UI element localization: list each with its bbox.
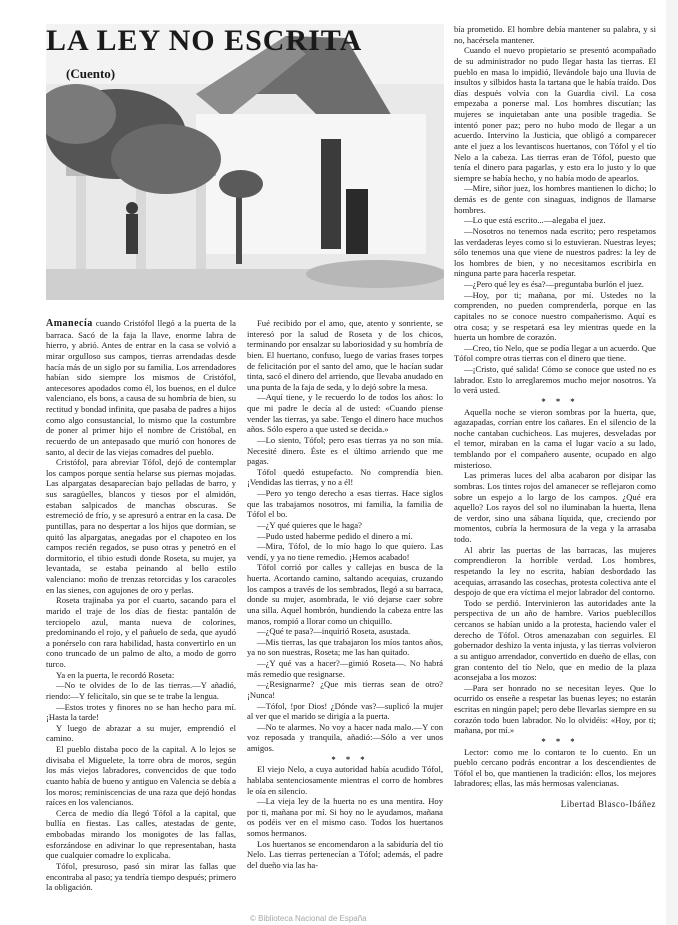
text-column-2 (247, 318, 443, 923)
article-subtitle: (Cuento) (66, 66, 116, 81)
paragraph-text: cuando Cristófol llegó a la puerta de la barraca. Sacó de la faja la llave, enorme labra de hierro, y abrió. Antes de entrar en la casa se volvió a mirar orgulloso sus campos, tierras arrendadas desde hacía más de un siglo por su familia. Los arrendadores habían sido siempre los mismos de Cristófol, antecesores apodados como él, los buenos, en el dulce valenciano, els bons, a causa de su hombría de bien, su rectitud y bondad infinita, que pasaba de padres a hijos como algo consustancial, lo mismo que la costumbre de poner al primer hijo el nombre de Cristóbal, en recuerdo de un antepasado que murió con honores de santo, al decir de las viejas comadres del pueblo. (46, 318, 236, 457)
paragraph: —Creo, tío Nelo, que se podía llegar a un acuerdo. Que Tófol compre otras tierras con el dinero que tiene. (454, 342, 656, 364)
paragraph: —Pudo usted haberme pedido el dinero a mí. (257, 530, 413, 541)
paragraph: Ya en la puerta, le recordó Roseta: (56, 669, 175, 680)
paragraph: —La vieja ley de la huerta no es una mentira. Hoy por ti, mañana por mí. Si hoy no le ayudamos, mañana os podéis ver en el mismo caso. Todos los huertanos somos hermanos. (247, 796, 443, 838)
paragraph: —No te alarmes. No voy a hacer nada malo.—Y con voz reposada y tranquila, añadió:—Sólo a ver unos amigos. (247, 721, 443, 753)
page-edge (666, 0, 678, 925)
paragraph: —¿Resignarme? ¿Que mis tierras sean de otro? ¡Nunca! (247, 679, 443, 700)
paragraph: —Mira, Tófol, de lo mío hago lo que quiero. Las vendí, y ya no tiene remedio. ¡Hemos acabado! (247, 541, 443, 562)
paragraph: —¿Qué te pasa?—inquirió Roseta, asustada. (257, 626, 411, 637)
paragraph: —¡Cristo, qué salida! Cómo se conoce que usted no es labrador. Esto lo arreglaremos mucho mejor nosotros. Ya lo verá usted. (454, 364, 656, 396)
paragraph: Todo se perdió. Intervinieron las autoridades ante la perspectiva de un año de hambre. Varios pueblecillos cercanos se habían unido a la protesta, haciendo valer el derecho de Tófol. Otros amenazaban con seguirles. El gobernador deshizo la venta injusta, y las tierras volvieron a su antiguo arrendador, convertido en dueño de ellas, con gran contento del tío Nelo, que en medio de la plaza aconsejaba a los mozos: (454, 597, 656, 683)
paragraph: —Mire, siñor juez, los hombres mantienen lo dicho; lo demás es de gente con sinaguas, indignos de llamarse hombres. (454, 183, 656, 215)
paragraph: —Para ser honrado no se necesitan leyes. Que lo ocurrido os enseñe a respetar las buenas leyes; no estarán escritas en ningún papel; pero debe llevarlas siempre en su corazón todo buen labrador. No lo olvidéis: «Hoy, por ti; mañana, por mí.» (454, 682, 656, 736)
section-divider: * * * (331, 753, 369, 764)
paragraph: Lector: como me lo contaron te lo cuento. En un pueblo cercano podrás encontrar a los descendientes de Tófol el bo, que mantienen la tradición: ellos, los mejores labradores; ellas, las más hermosas valencianas. (454, 746, 656, 789)
paragraph: Los huertanos se encomendaron a la sabiduría del tío Nelo. Las tierras pertenecían a Tófol; además, el padre del dueño via las ha- (247, 838, 443, 870)
paragraph: Tófol quedó estupefacto. No comprendía bien. ¡Vendidas las tierras, y no a él! (247, 466, 443, 488)
paragraph: —Tófol, !por Dios! ¿Dónde vas?—suplicó la mujer al ver que el marido se dirigía a la puerta. (247, 700, 443, 722)
paragraph: bía prometido. El hombre debía mantener su palabra, y si no, hacérsela mantener. (454, 24, 656, 45)
paragraph: Cristófol, para abreviar Tófol, dejó de contemplar los campos porque sentía helarse sus piernas mojadas. Las alpargatas desaparecían bajo pelladas de barro, y sus saragüelles, blancos y tiesos por el almidón, estaban salpicados de manchas obscuras. Se estremeció de frío, y se apresuró a entrar en la casa. De puntillas, para no despertar a los hijos que dormían, se quitó las alpargatas, anegadas por el chapoteo en los campos recién regados, se puso otras y penetró en el dormitorio, el tibio estudi donde Roseta, su mujer, ya levantada, se estaba peinando al bello estilo valenciano: moño de trenzas retorcidas y los caracoles en las sienes, con agujones de oro y perlas. (46, 457, 236, 595)
text-column-1 (46, 318, 236, 923)
paragraph: Cerca de medio día llegó Tófol a la capital, que bullía en fiestas. Las calles, atestadas de gente, embobadas mirando los monigotes de las fallas, esforzándose en adivinar lo que representaban, hasta que cualquier comadre lo explicaba. (46, 807, 236, 861)
paragraph: Las primeras luces del alba acabaron por disipar las sombras. Los tintes rojos del amanecer se reflejaron como sobre un espejo a lo largo de los campos. ¿Qué era aquello? Los rayos del sol no iluminaban la huerta, llena de verdor, sino una sábana líquida, que, creciendo por momentos, cubría la hermosura de la vega y la arrasaba todo. (454, 470, 656, 544)
section-divider: * * * (541, 395, 579, 406)
drop-cap: Amanecía (46, 318, 93, 329)
paragraph: —Aquí tiene, y le recuerdo lo de todos los años: lo que mi padre le decía al de usted: «Cuando piense vender las tierras, ya sabe. Tengo el dinero hace muchos años. Sólo espero a que usted se decida.» (247, 392, 443, 435)
library-watermark: © Biblioteca Nacional de España (250, 914, 367, 923)
paragraph: —No te olvides de lo de las tierras.—Y añadió, riendo:—Y felicítalo, sin que se te trabe la lengua. (46, 680, 236, 701)
paragraph: Aquella noche se vieron sombras por la huerta, que, agazapadas, corrían entre los cañares. En el silencio de la noche cantaban cuchicheos. Las mujeres, desveladas por el temor, miraban en la cama el lugar vacío a su lado, temblando por el compañero ausente, ocupado en algo misterioso. (454, 406, 656, 470)
paragraph: Fué recibido por el amo, que, atento y sonriente, se interesó por la salud de Roseta y de los chicos, terminando por ensalzar su laboriosidad y su hombría de bien. El huertano, confuso, luego de varias frases torpes de felicitación por el santo del amo, que le hacían sudar tinta, sacó el dinero del arriendo, que llevaba anudado en una punta de la faja de seda, y lo dejó sobre la mesa. (247, 318, 443, 392)
paragraph: —Lo que está escrito...—alegaba el juez. (464, 215, 606, 226)
paragraph: —Hoy, por ti; mañana, por mí. Ustedes no la comprenden, no pueden comprenderla, porque en las capitales no se conoce nuestro compañerismo. Aquí es otra cosa; y se respetará esa ley mientras quede en la huerta un hombre de corazón. (454, 289, 656, 343)
article-title: LA LEY NO ESCRITA (46, 24, 363, 57)
paragraph: —Mis tierras, las que trabajaron los míos tantos años, ya no son nuestras, Roseta; me las han quitado. (247, 636, 443, 658)
section-divider: * * * (541, 735, 579, 746)
paragraph: —¿Y qué quieres que le haga? (257, 519, 362, 530)
author-signature: Libertad Blasco-Ibáñez (560, 799, 656, 809)
paragraph: Tófol, presuroso, pasó sin mirar las fallas que encontraba al paso; ya tendría tiempo después; primero la obligación. (46, 860, 236, 893)
paragraph: Cuando el nuevo propietario se presentó acompañado de su administrador no pudo llegar hasta las tierras. El pueblo en masa lo impidió, llevándole bajo una lluvia de insultos y silbidos hasta la tartana que le había traído. Dos días después volvía con la Guardia civil. La cosa empezaba a ponerse mal. Los hombres discutían; las mujeres se inquietaban ante una posible tragedia. Se intentó poner paz; pero no hubo modo de llegar a un acuerdo. Intervino la Justicia, que obligó a comparecer ante el juez a los levantiscos huertanos, con Tófol y el tío Nelo a la cabeza. Las tierras eran de Tófol, puesto que tenía el dinero para pagarlas, y esto era lo justo y lo que siempre se había hecho, y no había modo de apearlos. (454, 45, 656, 183)
paragraph: Al abrir las puertas de las barracas, las mujeres comprendieron la horrible verdad. Los hombres, respetando la ley no escrita, habían desbordado las acequias, arrasando las cosechas, protesta colectiva ante el despojo de que era víctima el mejor labrador del contorno. (454, 544, 656, 598)
text-column-3 (454, 24, 656, 924)
paragraph: —Nosotros no tenemos nada escrito; pero respetamos las verdaderas leyes como si lo estuvieran. Nuestras leyes; sólo tenemos una que viene de nuestros padres: la ley de los hombres de bien, y no necesitamos escribirla en ninguna parte para hacerla respetar. (454, 225, 656, 279)
paragraph: Roseta trajinaba ya por el cuarto, sacando para el marido el traje de los días de fiesta: pantalón de terciopelo azul, manta nueva de colorines, predominando el rojo, y el pañuelo de seda, que ayudó a ponérselo con rara habilidad, hasta convertirlo en un cono truncado de un palmo de alto, a modo de gorro turco. (46, 595, 236, 669)
paragraph: —¿Y qué vas a hacer?—gimió Roseta—. No habrá más remedio que resignarse. (247, 658, 443, 679)
paragraph: —¿Pero qué ley es ésa?—preguntaba burlón el juez. (464, 279, 644, 289)
paragraph: —Pero yo tengo derecho a esas tierras. Hace siglos que las trabajamos nosotros, mi familia, la familia de Tófol el bo. (247, 488, 443, 520)
paragraph: Y luego de abrazar a su mujer, emprendió el camino. (46, 722, 236, 744)
paragraph (46, 318, 236, 457)
paragraph: Tófol corrió por calles y callejas en busca de la huerta. Acortando camino, saltando acequias, cruzando los campos a través de los sembrados, llegó a su barraca, donde su mujer, asombrada, le vió dejarse caer sobre una silla. Aquel hombrón, hundiendo la cabeza entre las manos, rompió a llorar como un chiquillo. (247, 562, 443, 626)
paragraph: El pueblo distaba poco de la capital. A lo lejos se divisaba el Miguelete, la torre obra de moros, según los más viejos labradores, convencidos de que todo cuanto había de bueno y antiguo en Valencia se debía a los moros; reminiscencias de una raza que dejó hondas raíces en los valencianos. (46, 744, 236, 808)
paragraph: El viejo Nelo, a cuya autoridad había acudido Tófol, hablaba sentenciosamente mientras el corro de hombres le oía en silencio. (247, 764, 443, 796)
paragraph: —Estos trotes y finores no se han hecho para mí. ¡Hasta la tarde! (46, 701, 236, 723)
paragraph: —Lo siento, Tófol; pero esas tierras ya no son mía. Necesité dinero. Éste es el último arriendo que me pagas. (247, 434, 443, 467)
